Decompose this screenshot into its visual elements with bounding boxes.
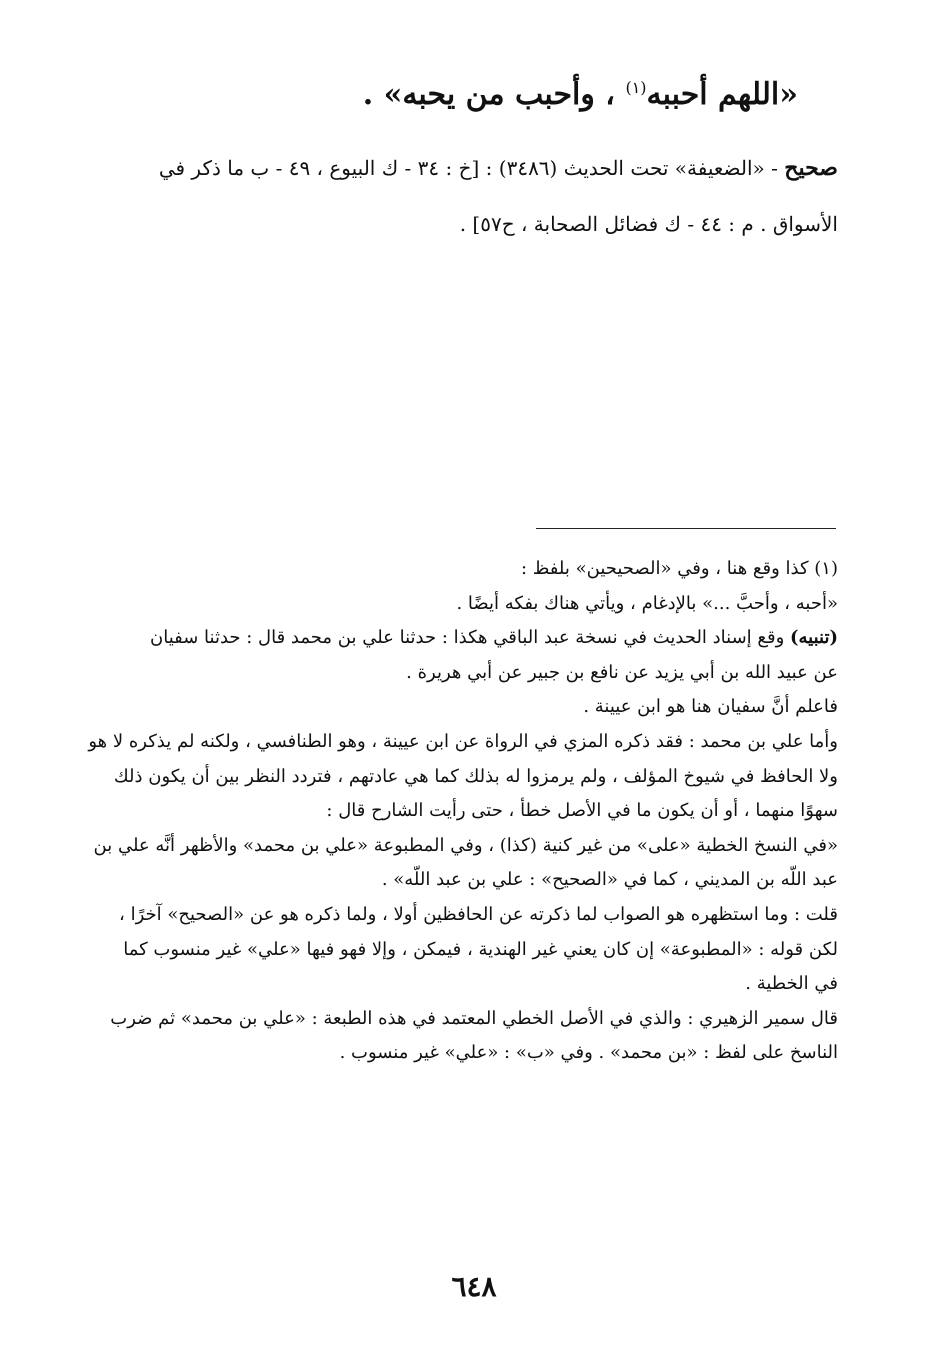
grading-line-2: الأسواق . م : ٤٤ - ك فضائل الصحابة ، ح٥٧] . bbox=[459, 212, 838, 236]
footnote-line: «أحبه ، وأحبَّ ...» بالإدغام ، ويأتي هناك بفكه أيضًا . bbox=[456, 592, 838, 614]
footnote-line: قال سمير الزهيري : والذي في الأصل الخطي المعتمد في هذه الطبعة : «علي بن محمد» ثم ضرب bbox=[110, 1007, 838, 1029]
hadith-text-start: «اللهم أحببه bbox=[646, 77, 798, 112]
footnote-line: (١) كذا وقع هنا ، وفي «الصحيحين» بلفظ : bbox=[520, 558, 838, 579]
grading-line-1 bbox=[60, 140, 838, 196]
footnote-line: لكن قوله : «المطبوعة» إن كان يعني غير الهندية ، فيمكن ، وإلا فهو فيها «علي» غير منسوب كما bbox=[123, 938, 838, 960]
note-text: وقع إسناد الحديث في نسخة عبد الباقي هكذا : حدثنا علي بن محمد قال : حدثنا سفيان bbox=[149, 627, 785, 649]
footnote-line: قلت : وما استظهره هو الصواب لما ذكرته عن الحافظين أولا ، ولما ذكره هو عن «الصحيح» آخرًا ، bbox=[119, 903, 838, 925]
grading-label: صحيح bbox=[784, 155, 838, 181]
grading-line-1-text: - «الضعيفة» تحت الحديث (٣٤٨٦) : [خ : ٣٤ - ك البيوع ، ٤٩ - ب ما ذكر في bbox=[158, 156, 778, 180]
footnote-line: في الخطية . bbox=[745, 973, 838, 995]
footnote-line: سهوًا منهما ، أو أن يكون ما في الأصل خطأ ، حتى رأيت الشارح قال : bbox=[326, 800, 838, 822]
hadith-text-end: ، وأحبب من يحبه» . bbox=[362, 77, 615, 112]
footnote-line: ولا الحافظ في شيوخ المؤلف ، ولم يرمزوا له بذلك كما هي عادتهم ، فتردد النظر بين أن يكون ذلك bbox=[113, 765, 838, 787]
footnote-line bbox=[60, 621, 838, 656]
footnote-line: وأما علي بن محمد : فقد ذكره المزي في الرواة عن ابن عيينة ، وهو الطنافسي ، ولكنه لم يذكره لا هو bbox=[88, 730, 838, 752]
page-number: ٦٤٨ bbox=[451, 1270, 497, 1303]
footnote-line: «في النسخ الخطية «على» من غير كنية (كذا) ، وفي المطبوعة «علي بن محمد» والأظهر أنَّه علي بن bbox=[93, 834, 838, 856]
footnote-line: الناسخ على لفظ : «بن محمد» . وفي «ب» : «علي» غير منسوب . bbox=[339, 1042, 838, 1064]
grading-block bbox=[60, 140, 838, 252]
footnote-reference-mark: (١) bbox=[625, 78, 647, 97]
footnote-line: فاعلم أنَّ سفيان هنا هو ابن عيينة . bbox=[583, 696, 838, 718]
footnote-line: عن عبيد الله بن أبي يزيد عن نافع بن جبير عن أبي هريرة . bbox=[406, 661, 838, 683]
footnote-divider bbox=[536, 528, 836, 529]
note-label: (تنبيه) bbox=[790, 627, 838, 649]
footnotes bbox=[60, 552, 838, 1071]
footnote-line: عبد اللّه بن المديني ، كما في «الصحيح» : علي بن عبد اللّه» . bbox=[381, 869, 838, 891]
hadith-text bbox=[98, 62, 798, 121]
